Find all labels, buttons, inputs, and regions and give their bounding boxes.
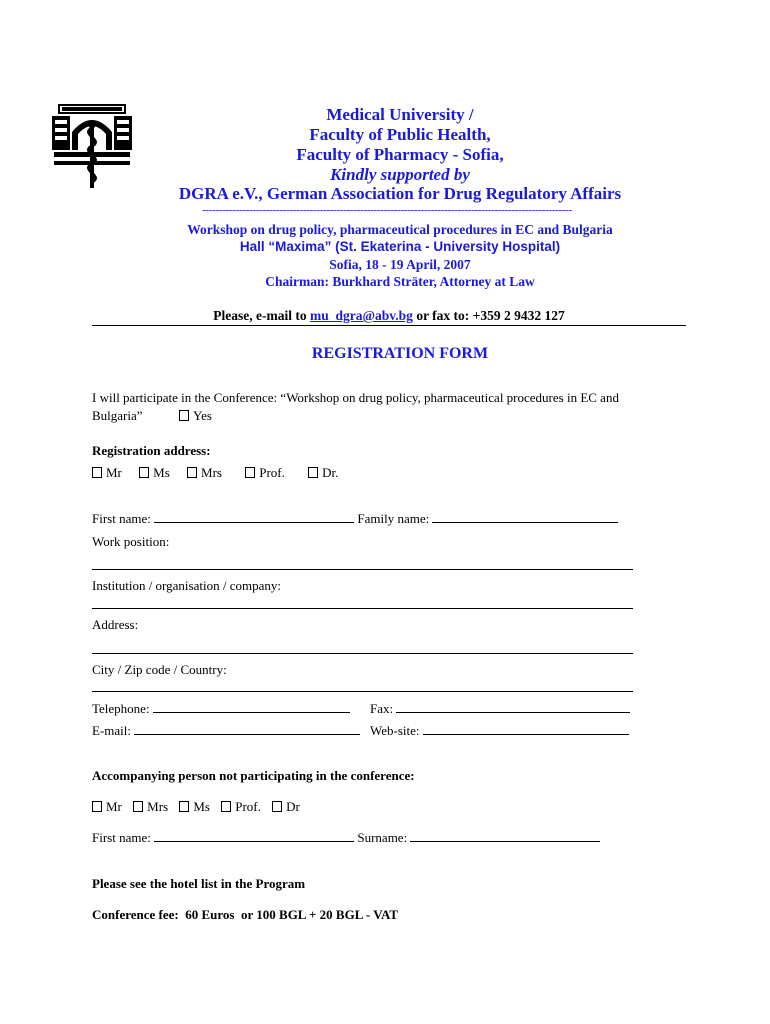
form-title: REGISTRATION FORM [311, 345, 489, 362]
email-link[interactable]: mu_dgra@abv.bg [309, 308, 413, 323]
workshop-title: Workshop on drug policy, pharmaceutical procedures in EC and Bulgaria [187, 222, 613, 237]
city-label: City / Zip code / Country: [92, 662, 227, 677]
participation-text: I will participate in the Conference: “Workshop on drug policy, pharmaceutical procedures in EC and [92, 390, 619, 405]
checkbox-mr[interactable] [92, 467, 102, 478]
acc-label-ms: Ms [193, 799, 210, 814]
telephone-label: Telephone: [92, 701, 150, 716]
telephone-row [92, 700, 350, 718]
participation-text-2 [92, 407, 212, 425]
contact-suffix: or fax to: +359 2 9432 127 [412, 308, 565, 323]
website-row [370, 722, 629, 740]
email-field[interactable] [134, 722, 360, 735]
checkbox-dr[interactable] [308, 467, 318, 478]
website-label: Web-site: [370, 723, 420, 738]
participation-text-end: Bulgaria” [92, 408, 143, 423]
title-options [92, 464, 352, 482]
registration-heading: Registration address: [92, 443, 211, 458]
acc-surname-field[interactable] [410, 829, 600, 842]
acc-checkbox-mrs[interactable] [133, 801, 143, 812]
acc-checkbox-ms[interactable] [179, 801, 189, 812]
fax-field[interactable] [396, 700, 630, 713]
label-mrs: Mrs [201, 465, 222, 480]
acc-label-mr: Mr [106, 799, 122, 814]
conference-fee: Conference fee: 60 Euros or 100 BGL + 20 BGL - VAT [92, 907, 399, 922]
header-separator: -------------------------------------------------------------------------------------------------------------- [202, 204, 572, 216]
yes-checkbox[interactable] [179, 410, 189, 421]
telephone-field[interactable] [153, 700, 350, 713]
website-field[interactable] [423, 722, 629, 735]
header-line-1: Medical University / [326, 105, 474, 124]
email-row [92, 722, 360, 740]
label-mr: Mr [106, 465, 122, 480]
chairman: Chairman: Burkhard Sträter, Attorney at Law [265, 274, 535, 289]
acc-checkbox-mr[interactable] [92, 801, 102, 812]
event-dates: Sofia, 18 - 19 April, 2007 [329, 257, 471, 272]
contact-prefix: Please, e-mail to [213, 308, 310, 323]
work-position-label: Work position: [92, 534, 170, 549]
contact-underline [92, 325, 686, 326]
header-line-3: Faculty of Pharmacy - Sofia, [296, 145, 504, 164]
fax-row [370, 700, 630, 718]
checkbox-ms[interactable] [139, 467, 149, 478]
acc-label-mrs: Mrs [147, 799, 169, 814]
first-name-label: First name: [92, 511, 151, 526]
label-dr: Dr. [322, 465, 339, 480]
label-prof: Prof. [259, 465, 285, 480]
email-label: E-mail: [92, 723, 131, 738]
accompanying-name-row [92, 829, 600, 847]
accompanying-title-options [92, 798, 314, 816]
acc-surname-label: Surname: [357, 830, 408, 845]
label-ms: Ms [153, 465, 170, 480]
acc-first-name-field[interactable] [154, 829, 354, 842]
name-row [92, 510, 618, 528]
acc-first-name-label: First name: [92, 830, 151, 845]
first-name-field[interactable] [154, 510, 354, 523]
fax-label: Fax: [370, 701, 394, 716]
accompanying-heading: Accompanying person not participating in the conference: [92, 768, 415, 783]
hall-location: Hall “Maxima” (St. Ekaterina - University Hospital) [239, 239, 561, 254]
family-name-field[interactable] [432, 510, 618, 523]
header-line-4: Kindly supported by [330, 165, 470, 184]
header-line-5: DGRA e.V., German Association for Drug Regulatory Affairs [178, 184, 622, 203]
address-field[interactable] [92, 653, 633, 654]
institution-label: Institution / organisation / company: [92, 578, 281, 593]
institution-field[interactable] [92, 608, 633, 609]
acc-label-prof: Prof. [235, 799, 261, 814]
acc-label-dr: Dr [286, 799, 300, 814]
work-position-field[interactable] [92, 569, 633, 570]
acc-checkbox-prof[interactable] [221, 801, 231, 812]
family-name-label: Family name: [357, 511, 430, 526]
checkbox-mrs[interactable] [187, 467, 197, 478]
checkbox-prof[interactable] [245, 467, 255, 478]
header-line-2: Faculty of Public Health, [309, 125, 491, 144]
city-field[interactable] [92, 691, 633, 692]
acc-checkbox-dr[interactable] [272, 801, 282, 812]
contact-line [92, 307, 686, 324]
hotel-note: Please see the hotel list in the Program [92, 876, 306, 891]
address-label: Address: [92, 617, 139, 632]
yes-label: Yes [193, 408, 212, 423]
